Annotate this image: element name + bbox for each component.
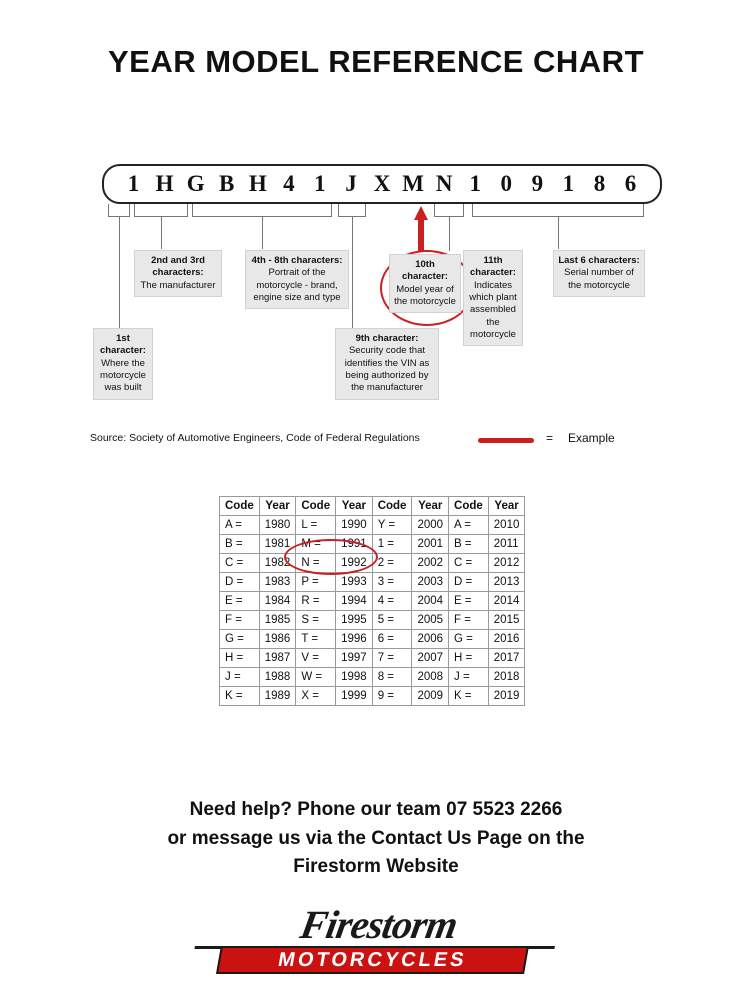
leader-line-char-9 [352, 217, 353, 329]
cell-code: N = [296, 554, 336, 573]
legend-equals: = [546, 431, 554, 445]
legend-label: Example [568, 431, 615, 445]
vin-char-highlighted: M [402, 171, 424, 196]
help-line-3: Firestorm Website [293, 856, 459, 877]
cell-year: 2004 [412, 592, 449, 611]
bracket-char-9 [338, 204, 366, 217]
leader-line-char-1 [119, 217, 120, 335]
cell-code: E = [220, 592, 260, 611]
cell-code: 4 = [372, 592, 412, 611]
cell-code: G = [220, 630, 260, 649]
cell-code: 2 = [372, 554, 412, 573]
table-row [220, 687, 525, 706]
cell-code: S = [296, 611, 336, 630]
cell-code: B = [220, 535, 260, 554]
cell-code: D = [449, 573, 489, 592]
cell-code: J = [220, 668, 260, 687]
note-body: Indicates which plant assembled the motorcycle [469, 279, 517, 341]
note-body: Where the motorcycle was built [100, 357, 146, 394]
vin-char: X [373, 171, 391, 196]
red-highlight-ellipse-table-m-1991 [284, 539, 378, 575]
table-row [220, 649, 525, 668]
table-row [220, 573, 525, 592]
cell-year: 2016 [488, 630, 525, 649]
vin-strip [102, 164, 662, 204]
leader-line-char-2-3 [161, 217, 162, 249]
cell-code: R = [296, 592, 336, 611]
cell-code: 1 = [372, 535, 412, 554]
cell-year: 2014 [488, 592, 525, 611]
note-portrait [245, 250, 349, 309]
cell-year: 2000 [412, 516, 449, 535]
table-row [220, 516, 525, 535]
cell-year: 1980 [259, 516, 296, 535]
cell-code: K = [449, 687, 489, 706]
help-text [0, 796, 752, 882]
column-header: Code [220, 497, 260, 516]
cell-year: 2001 [412, 535, 449, 554]
vin-char: 9 [531, 171, 544, 196]
vin-box [102, 164, 662, 204]
vin-char: 0 [500, 171, 513, 196]
help-line-1: Need help? Phone our team 07 5523 2266 [189, 799, 563, 820]
cell-year: 1987 [259, 649, 296, 668]
cell-code: F = [220, 611, 260, 630]
column-header: Year [336, 497, 373, 516]
firestorm-logo [189, 902, 562, 978]
cell-year: 2012 [488, 554, 525, 573]
vin-char: G [186, 171, 205, 196]
vin-char: H [155, 171, 174, 196]
cell-year: 1984 [259, 592, 296, 611]
note-body: The manufacturer [140, 279, 216, 291]
cell-year: 2018 [488, 668, 525, 687]
cell-year: 2003 [412, 573, 449, 592]
cell-year: 1992 [336, 554, 373, 573]
cell-year: 2002 [412, 554, 449, 573]
bracket-char-11 [434, 204, 464, 217]
cell-year: 1983 [259, 573, 296, 592]
note-heading: 2nd and 3rd characters: [151, 255, 205, 279]
vin-char: 4 [283, 171, 295, 196]
leader-line-char-11 [449, 217, 450, 251]
cell-code: 8 = [372, 668, 412, 687]
vin-char: 8 [593, 171, 606, 196]
page-title: YEAR MODEL REFERENCE CHART [107, 44, 645, 79]
note-heading: 10th character: [402, 259, 448, 283]
cell-code: L = [296, 516, 336, 535]
cell-code: 3 = [372, 573, 412, 592]
legend-red-dash-icon [478, 438, 534, 443]
cell-year: 1990 [336, 516, 373, 535]
cell-code: X = [296, 687, 336, 706]
cell-code: D = [220, 573, 260, 592]
note-heading: 1st character: [100, 333, 146, 357]
cell-code: K = [220, 687, 260, 706]
note-plant [463, 250, 523, 346]
table-row [220, 611, 525, 630]
column-header: Code [372, 497, 412, 516]
bracket-char-4-8 [192, 204, 332, 217]
column-header: Year [488, 497, 525, 516]
note-heading: 4th - 8th characters: [251, 255, 343, 266]
cell-code: Y = [372, 516, 412, 535]
cell-code: 5 = [372, 611, 412, 630]
column-header: Year [412, 497, 449, 516]
cell-code: H = [449, 649, 489, 668]
cell-year: 1996 [336, 630, 373, 649]
cell-code: 7 = [372, 649, 412, 668]
note-model-year [389, 254, 461, 313]
note-heading: 11th character: [470, 255, 516, 279]
vin-char: N [435, 171, 453, 196]
cell-year: 1988 [259, 668, 296, 687]
cell-code: E = [449, 592, 489, 611]
leader-line-last-6 [558, 217, 559, 249]
cell-year: 2017 [488, 649, 525, 668]
red-arrow-icon [414, 206, 428, 252]
note-heading: Last 6 characters: [558, 255, 640, 266]
column-header: Year [259, 497, 296, 516]
vin-char: B [219, 171, 235, 196]
cell-year: 2005 [412, 611, 449, 630]
note-manufacturer [134, 250, 222, 297]
cell-year: 1989 [259, 687, 296, 706]
help-line-2: or message us via the Contact Us Page on the [167, 827, 585, 849]
bracket-char-1 [108, 204, 130, 217]
cell-year: 1999 [336, 687, 373, 706]
cell-year: 1997 [336, 649, 373, 668]
year-code-table [219, 496, 525, 706]
vin-char: 6 [624, 171, 637, 196]
bracket-char-2-3 [134, 204, 188, 217]
cell-year: 2009 [412, 687, 449, 706]
cell-year: 1981 [259, 535, 296, 554]
source-note: Source: Society of Automotive Engineers, Code of Federal Regulations [90, 432, 420, 444]
table-row [220, 592, 525, 611]
cell-code: C = [220, 554, 260, 573]
vin-char: 1 [127, 171, 140, 196]
cell-year: 2015 [488, 611, 525, 630]
cell-year: 2008 [412, 668, 449, 687]
cell-year: 1998 [336, 668, 373, 687]
cell-code: A = [220, 516, 260, 535]
cell-year: 1982 [259, 554, 296, 573]
note-built [93, 328, 153, 400]
cell-year: 2010 [488, 516, 525, 535]
cell-code: B = [449, 535, 489, 554]
cell-year: 2013 [488, 573, 525, 592]
leader-line-char-4-8 [262, 217, 263, 249]
cell-code: G = [449, 630, 489, 649]
logo-subtitle: MOTORCYCLES [216, 946, 529, 974]
column-header: Code [296, 497, 336, 516]
leader-brackets [102, 204, 662, 244]
cell-code: 6 = [372, 630, 412, 649]
cell-code: F = [449, 611, 489, 630]
cell-code: H = [220, 649, 260, 668]
cell-year: 1995 [336, 611, 373, 630]
vin-char: 1 [562, 171, 575, 196]
bracket-last-6 [472, 204, 644, 217]
cell-year: 1994 [336, 592, 373, 611]
cell-code-highlighted: M = [296, 535, 336, 554]
cell-year-highlighted: 1991 [336, 535, 373, 554]
cell-code: W = [296, 668, 336, 687]
cell-year: 1985 [259, 611, 296, 630]
note-serial [553, 250, 645, 297]
column-header: Code [449, 497, 489, 516]
cell-year: 2019 [488, 687, 525, 706]
note-security [335, 328, 439, 400]
table-row [220, 668, 525, 687]
note-body: Model year of the motorcycle [394, 283, 456, 308]
cell-year: 2007 [412, 649, 449, 668]
cell-year: 1986 [259, 630, 296, 649]
logo-wordmark: Firestorm [194, 902, 562, 949]
vin-char: 1 [469, 171, 481, 196]
cell-code: V = [296, 649, 336, 668]
cell-code: T = [296, 630, 336, 649]
note-body: Security code that identifies the VIN as being authorized by the manufacturer [344, 345, 430, 394]
cell-year: 1993 [336, 573, 373, 592]
vin-char: H [248, 171, 267, 196]
note-body: Serial number of the motorcycle [564, 267, 634, 291]
cell-year: 2006 [412, 630, 449, 649]
cell-code: J = [449, 668, 489, 687]
vin-char: J [345, 171, 357, 196]
cell-code: P = [296, 573, 336, 592]
table-row [220, 630, 525, 649]
cell-code: 9 = [372, 687, 412, 706]
cell-code: A = [449, 516, 489, 535]
cell-code: C = [449, 554, 489, 573]
note-heading: 9th character: [355, 333, 419, 344]
table-header-row [220, 497, 525, 516]
vin-char: 1 [314, 171, 326, 196]
note-body: Portrait of the motorcycle - brand, engine size and type [253, 267, 341, 304]
cell-year: 2011 [488, 535, 525, 554]
